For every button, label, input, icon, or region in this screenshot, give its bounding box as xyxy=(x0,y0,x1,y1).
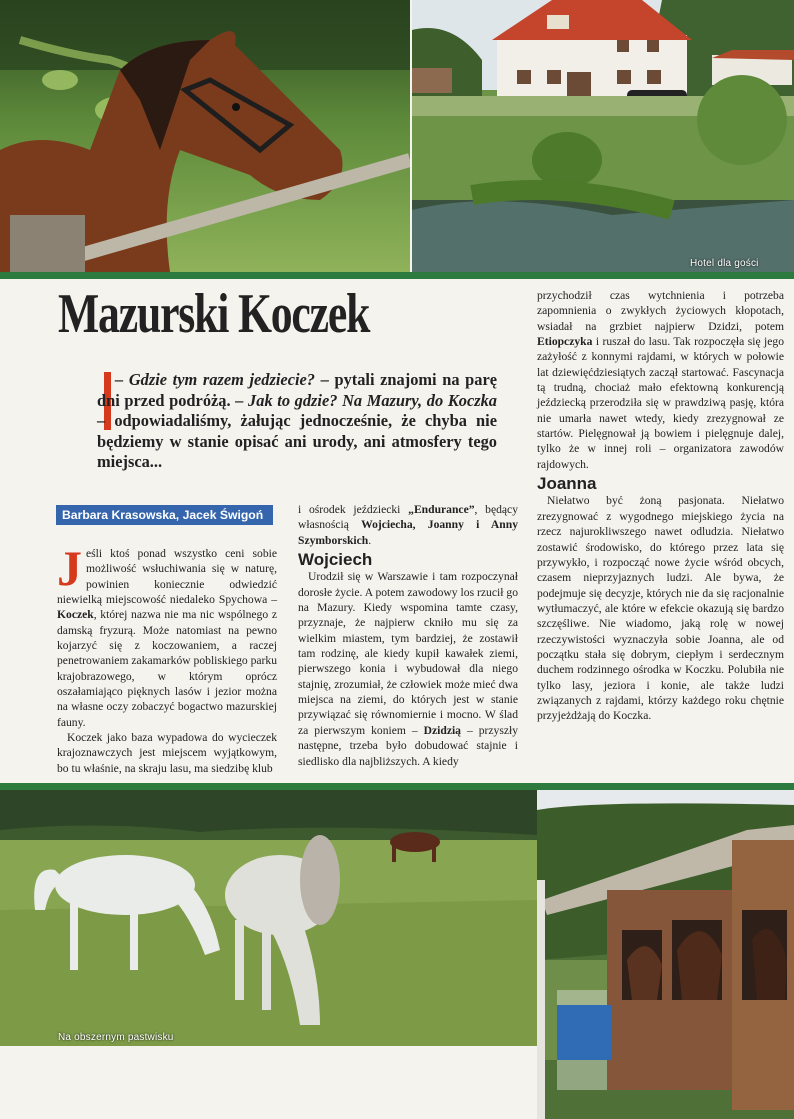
subheading-joanna: Joanna xyxy=(537,474,597,494)
col1-text-cont: , której nazwa nie ma nic wspólnego z damską fryzurą. Może natomiast na pewno kojarzyć się z koczowaniem, a raczej penetrowaniem zakamarków pobliskiego parku krajobrazowego, w którym oprócz oszałamiająco pięknych lasów i jezior można na własne oczy zobaczyć bogactwo mazurskiej fauny. xyxy=(57,608,277,729)
col3-bold-etiopczyk: Etiopczyka xyxy=(537,335,593,349)
column-2 xyxy=(298,502,518,769)
lead-text-1: – pytali znajomi na parę dni przed podróżą. xyxy=(97,370,498,410)
lead-quote-2: – Jak to gdzie? Na Mazury, do Koczka xyxy=(235,390,497,410)
caption-hotel: Hotel dla gości xyxy=(690,258,759,269)
photo-horse-at-fence xyxy=(0,0,410,272)
photo-stable xyxy=(537,790,794,1119)
lead-paragraph xyxy=(97,370,497,473)
col2-bold-owners: Wojciecha, Joanny i Anny Szymborskich xyxy=(298,518,518,547)
column-1 xyxy=(57,540,277,776)
col2-text-c: . xyxy=(368,533,372,547)
dropcap: J xyxy=(57,540,82,596)
photo-hotel xyxy=(412,0,794,272)
col1-paragraph-2: Koczek jako baza wypadowa do wycieczek krajoznawczych jest miejscem wyjątkowym, bo tu właśnie, na skraju lasu, ma siedzibę klub xyxy=(57,731,277,775)
byline: Barbara Krasowska, Jacek Świgoń xyxy=(56,505,273,525)
col2-bold-endurance: „Endurance” xyxy=(408,503,475,516)
col1-text: eśli ktoś ponad wszystko ceni sobie możliwość wsłuchiwania się w naturę, powinien koniecznie odwiedzić niewielką miejscowość niedaleko Spychowa – xyxy=(57,547,277,607)
col1-bold-koczek: Koczek xyxy=(57,608,94,622)
col2-wojciech-text: Urodził się w Warszawie i tam rozpoczynał dorosłe życie. A potem zawodowy los rzucił go na Mazury. Kiedy wspomina tamte czasy, przyznaje, że najpierw ckniło mu się za wielkim miastem, tym bardziej, że zostawił tam rodzinę, ale kiedy kupił kawałek ziemi, pierwszego konia i wybudował dla niego stajnię, zrozumiał, że człowiek może mieć dwa miejsca na ziemi, do których jest w stanie przywiązać się równomiernie i mocno. W ślad za pierwszym koniem – xyxy=(298,570,518,737)
subheading-wojciech: Wojciech xyxy=(298,550,373,570)
lead-quote-1: – Gdzie tym razem jedziecie? xyxy=(115,370,316,389)
article-title: Mazurski Koczek xyxy=(58,283,370,345)
col3-text: przychodził czas wytchnienia i potrzeba zapomnienia o zwykłych życiowych kłopotach, wsiadał na grzbiet najpierw Dzidzi, potem xyxy=(537,289,784,333)
col3-text-cont: i ruszał do lasu. Tak rozpoczęła się jego zażyłość z konnymi rajdami, w których w połowie lat dziewięćdziesiątych zaczął startować. Fascynacja tą trudną, chociaż mało efektowną konkurencją jeździecką przerodziła się w prawdziwą pasję, która nie umarła nawet wtedy, kiedy zrezygnował ze startów. Pielęgnował ją bowiem i pielęgnuje dalej, tylko że w innej roli – organizatora zawodów rajdowych. xyxy=(537,335,784,471)
column-3 xyxy=(537,288,784,724)
divider-top xyxy=(0,272,794,279)
col2-wojciech-text-cont: – przyszły następne, trzeba było dobudować stajnie i siedlisko dla najbliższych. A kiedy xyxy=(298,723,519,768)
col2-bold-dzidzia: Dzidzią xyxy=(423,723,461,737)
divider-bottom xyxy=(0,783,794,790)
col2-text-b: , będący własnością xyxy=(298,503,518,532)
col2-text: i ośrodek jeździecki xyxy=(298,503,409,516)
lead-text-2: – odpowiadaliśmy, żałując jednocześnie, że chyba nie będziemy w stanie opisać ani urody, ani atmosfery tego miejsca... xyxy=(97,411,497,472)
photo-pasture xyxy=(0,790,537,1046)
caption-pasture: Na obszernym pastwisku xyxy=(58,1032,174,1043)
col3-joanna-text: Niełatwo być żoną pasjonata. Niełatwo zrezygnować z wygodnego miejskiego życia na rzecz najurokliwszego nawet odludzia. Niełatwo zostawić środowisko, do którego przez lata się przywykło, i rozpocząć nowe życie wśród obcych, czasem nieprzyjaznych ludzi. Ale bywa, że podejmuje się decyzje, których nie da się racjonalnie wytłumaczyć, ale które w efekcie okazują się bardzo szczęśliwe. Nie wiadomo, jaką rolę w nowej rzeczywistości wyznaczyła sobie Joanna, ale od początku stała się dobrym, ciepłym i serdecznym duchem rodzinnego ośrodka w Koczku. Polubiła nie tylko lasy, jeziora i konie, ale także ludzi związanych z rajdami, którzy każdego roku chętnie przyjeżdżają do Koczka. xyxy=(537,494,784,723)
